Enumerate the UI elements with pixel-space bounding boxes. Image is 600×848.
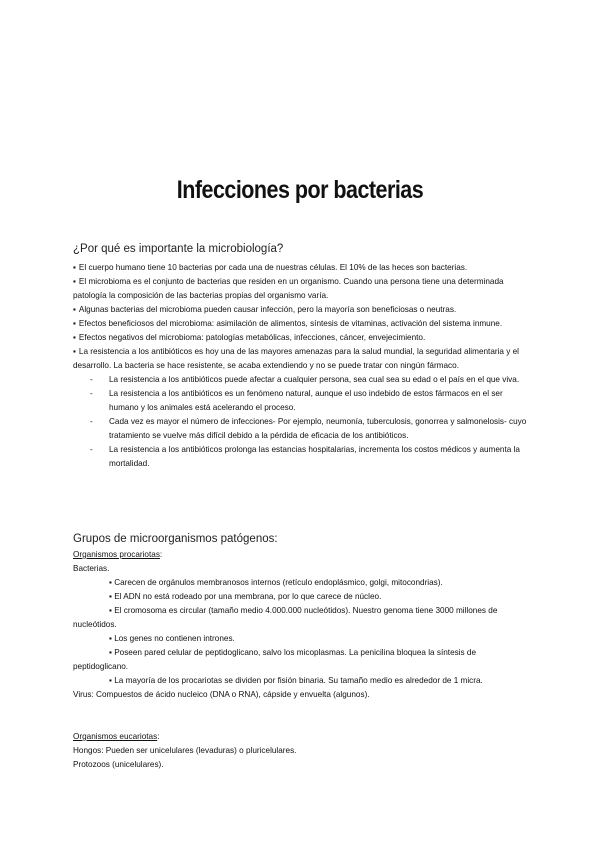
section-heading-pathogens: Grupos de microorganismos patógenos: [73, 533, 278, 545]
bullet-item: ▪ El cuerpo humano tiene 10 bacterias por cada una de nuestras células. El 10% de las heces son bacterias. [73, 263, 468, 272]
bullet-item: ▪ Efectos beneficiosos del microbioma: asimilación de alimentos, síntesis de vitaminas, activación del sistema inmune. [73, 319, 503, 328]
page-title: Infecciones por bacterias [176, 176, 424, 204]
hongos-line: Hongos: Pueden ser unicelulares (levaduras) o pluricelulares. [73, 746, 297, 755]
virus-line: Virus: Compuestos de ácido nucleico (DNA o RNA), cápside y envuelta (algunos). [73, 690, 370, 699]
dash-item: - La resistencia a los antibióticos es un fenómeno natural, aunque el uso indebido de estos fármacos en el ser humano y los animales está acelerando el proceso. [90, 389, 503, 412]
dash-item: - Cada vez es mayor el número de infecciones- Por ejemplo, neumonía, tuberculosis, gonorrea y salmonelosis- cuyo tratamiento se vuelve más difícil debido a la pérdida de eficacia de los antibióticos. [90, 417, 527, 440]
bullet-item: ▪ Poseen pared celular de peptidoglicano, salvo los micoplasmas. La penicilina bloquea la síntesis de peptidoglicano. [73, 648, 477, 671]
bullet-item: ▪ Efectos negativos del microbioma: patologías metabólicas, infecciones, cáncer, envejecimiento. [73, 333, 426, 342]
bullet-item: ▪ Carecen de orgánulos membranosos internos (retículo endoplásmico, golgi, mitocondrias). [109, 578, 443, 587]
bullet-item: ▪ El ADN no está rodeado por una membrana, por lo que carece de núcleo. [109, 592, 382, 601]
protozoos-line: Protozoos (unicelulares). [73, 760, 164, 769]
dash-item: - La resistencia a los antibióticos puede afectar a cualquier persona, sea cual sea su edad o el país en el que viva. [90, 375, 520, 384]
subheading-eucariotas: Organismos eucariotas: [73, 732, 160, 741]
bullet-item: ▪ Los genes no contienen intrones. [109, 634, 235, 643]
bacterias-label: Bacterias. [73, 564, 110, 573]
dash-item: - La resistencia a los antibióticos prolonga las estancias hospitalarias, incrementa los costos médicos y aumenta la mortalidad. [90, 445, 520, 468]
dash-list [73, 373, 533, 471]
section-body-procariotas [73, 548, 533, 702]
bullet-item: ▪ La resistencia a los antibióticos es hoy una de las mayores amenazas para la salud mundial, la seguridad alimentaria y el desarrollo. La bacteria se hace resistente, se acaba extendiendo y no se puede tratar con ningún fármaco. [73, 347, 520, 370]
bullet-item: ▪ Algunas bacterias del microbioma pueden causar infección, pero la mayoría son beneficiosas o neutras. [73, 305, 457, 314]
bullet-item: ▪ La mayoría de los procariotas se dividen por fisión binaria. Su tamaño medio es alrededor de 1 micra. [109, 676, 483, 685]
section-body-eucariotas [73, 730, 533, 772]
bullet-item: ▪ El cromosoma es circular (tamaño medio 4.000.000 nucleótidos). Nuestro genoma tiene 3000 millones de nucleótidos. [73, 606, 498, 629]
section-heading-microbiology: ¿Por qué es importante la microbiología? [73, 243, 284, 255]
section-body-microbiology [73, 261, 533, 471]
subheading-procariotas: Organismos procariotas: [73, 550, 163, 559]
bullet-item: ▪ El microbioma es el conjunto de bacterias que residen en un organismo. Cuando una persona tiene una determinada patología la composición de las bacterias propias del organismo varía. [73, 277, 504, 300]
